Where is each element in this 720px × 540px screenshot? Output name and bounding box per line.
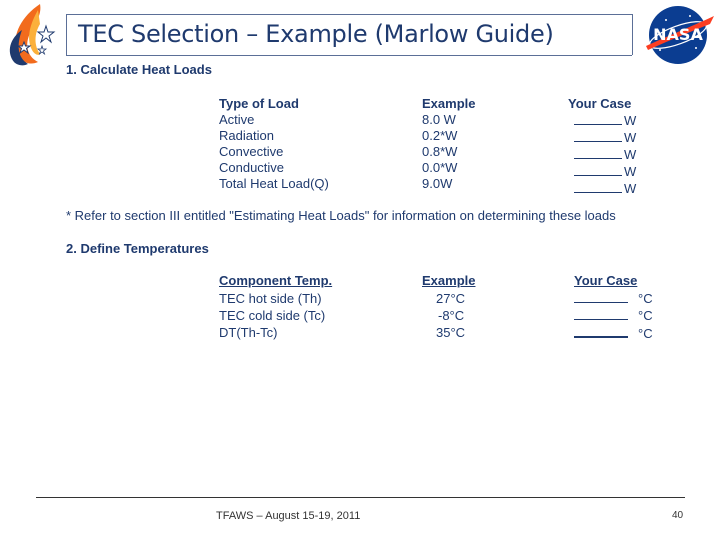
temperature-example-column (436, 290, 465, 341)
heat-load-example: 0.2*W (422, 128, 458, 143)
heat-load-type: Active (219, 112, 255, 127)
unit-label: W (624, 164, 637, 179)
your-case-blank[interactable] (574, 146, 636, 163)
header-right-rule (632, 14, 633, 55)
heat-load-example: 0.0*W (422, 160, 458, 175)
fill-in-line (574, 112, 622, 125)
section2-heading: 2. Define Temperatures (66, 241, 209, 256)
unit-label: °C (638, 291, 653, 306)
temperature-your-case-column (574, 290, 653, 342)
unit-label: W (624, 130, 637, 145)
heat-load-your-case-column (574, 112, 636, 197)
conference-logo-icon (2, 2, 72, 68)
footer-text: TFAWS – August 15-19, 2011 (216, 510, 361, 522)
heat-load-example: 8.0 W (422, 112, 456, 127)
unit-label: °C (638, 308, 653, 323)
fill-in-line (574, 129, 622, 142)
heat-load-footnote: * Refer to section III entitled "Estimating Heat Loads" for information on determining these loads (66, 208, 616, 223)
your-case-blank[interactable] (574, 180, 636, 197)
unit-label: W (624, 181, 637, 196)
col-header-your-case: Your Case (568, 96, 632, 111)
temp-component: TEC hot side (Th) (219, 291, 322, 306)
temp-component: TEC cold side (Tc) (219, 308, 326, 323)
heat-load-type: Radiation (219, 128, 274, 143)
temp-example: 27°C (436, 291, 466, 306)
header-bottom-rule (66, 55, 632, 56)
fill-in-line (574, 163, 622, 176)
your-case-blank[interactable] (574, 324, 653, 342)
fill-in-line (574, 324, 628, 338)
nasa-logo-icon (638, 2, 718, 68)
col-header-component: Component Temp. (219, 273, 333, 288)
section1-heading: 1. Calculate Heat Loads (66, 62, 212, 77)
svg-text:NASA: NASA (653, 25, 703, 44)
fill-in-line (574, 307, 628, 320)
heat-load-table (219, 112, 329, 192)
col-header-example: Example (422, 96, 476, 111)
temp-example: -8°C (438, 308, 465, 323)
heat-load-example-column (422, 112, 457, 192)
heat-load-type: Convective (219, 144, 284, 159)
your-case-blank[interactable] (574, 112, 636, 129)
heat-load-type: Total Heat Load(Q) (219, 176, 329, 191)
heat-load-example: 9.0W (422, 176, 453, 191)
slide-title: TEC Selection – Example (Marlow Guide) (78, 20, 554, 48)
col-header-your-case: Your Case (574, 273, 638, 288)
temp-example: 35°C (436, 325, 466, 340)
col-header-example: Example (422, 273, 476, 288)
your-case-blank[interactable] (574, 290, 653, 307)
unit-label: °C (638, 326, 653, 341)
header-top-rule (66, 14, 632, 15)
fill-in-line (574, 180, 622, 193)
unit-label: W (624, 147, 637, 162)
your-case-blank[interactable] (574, 163, 636, 180)
fill-in-line (574, 290, 628, 303)
fill-in-line (574, 146, 622, 159)
heat-load-type: Conductive (219, 160, 285, 175)
unit-label: W (624, 113, 637, 128)
footer-rule (36, 497, 685, 498)
temperature-table (219, 290, 325, 341)
your-case-blank[interactable] (574, 129, 636, 146)
heat-load-example: 0.8*W (422, 144, 458, 159)
your-case-blank[interactable] (574, 307, 653, 324)
temp-component: DT(Th-Tc) (219, 325, 278, 340)
page-number: 40 (672, 510, 684, 521)
col-header-type: Type of Load (219, 96, 299, 111)
